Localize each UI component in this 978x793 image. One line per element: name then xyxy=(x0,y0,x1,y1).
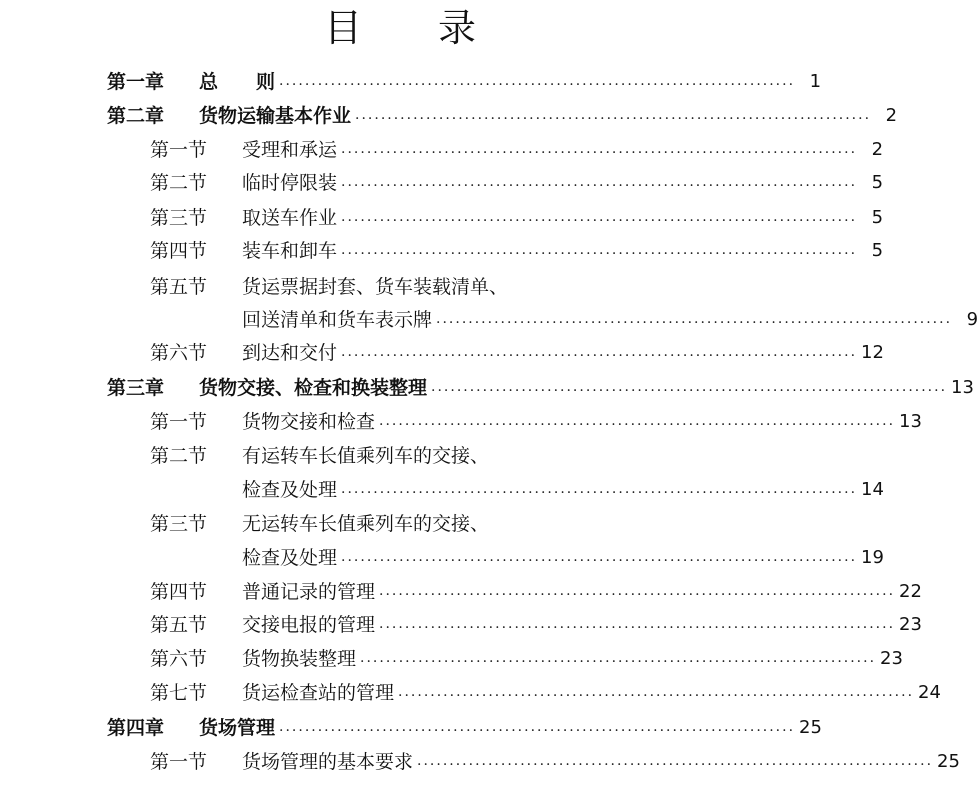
toc-section xyxy=(242,305,978,335)
dot-leader: ················································································ xyxy=(279,77,796,93)
toc-entry-title: 货物换装整理 xyxy=(242,648,357,670)
dot-leader: ················································································ xyxy=(355,111,872,127)
toc-page-number: 5 xyxy=(871,172,884,193)
toc-page-number: 2 xyxy=(885,105,898,126)
toc-page-number: 2 xyxy=(871,139,884,160)
toc-entry-title: 有运转车长值乘列车的交接、 xyxy=(242,445,490,467)
toc-section xyxy=(242,475,884,505)
toc-section xyxy=(150,236,884,266)
toc-entry-title: 装车和卸车 xyxy=(242,240,338,262)
dot-leader: ················································································ xyxy=(417,757,934,773)
toc-page-number: 23 xyxy=(880,648,903,669)
dot-leader: ················································································ xyxy=(341,145,858,161)
toc-page-number: 12 xyxy=(861,342,884,363)
toc-entry-number: 第四节 xyxy=(150,240,208,262)
toc-entry-number: 第五节 xyxy=(150,614,208,636)
toc-entry-number: 第六节 xyxy=(150,648,208,670)
toc-entry-number: 第七节 xyxy=(150,682,208,704)
dot-leader: ················································································ xyxy=(279,723,796,739)
toc-entry-title: 货场管理 xyxy=(199,717,276,739)
toc-page-number: 13 xyxy=(899,411,922,432)
dot-leader: ················································································ xyxy=(341,485,858,501)
toc-entry-number: 第三章 xyxy=(107,377,165,399)
toc-section xyxy=(150,338,884,368)
toc-section xyxy=(150,203,884,233)
toc-entry-number: 第一节 xyxy=(150,751,208,773)
toc-entry-number: 第五节 xyxy=(150,276,208,298)
toc-entry-title: 无运转车长值乘列车的交接、 xyxy=(242,513,490,535)
toc-entry-title: 货物运输基本作业 xyxy=(199,105,352,127)
toc-entry-title: 回送清单和货车表示牌 xyxy=(242,309,433,331)
toc-chapter xyxy=(107,101,898,131)
toc-section xyxy=(150,644,903,674)
toc-entry-number: 第一章 xyxy=(107,71,165,93)
toc-entry-title: 总 则 xyxy=(199,71,276,93)
toc-page-number: 23 xyxy=(899,614,922,635)
toc-section xyxy=(150,168,884,198)
toc-entry-title: 临时停限装 xyxy=(242,172,338,194)
toc-section xyxy=(150,441,697,471)
toc-page-number: 14 xyxy=(861,479,884,500)
page-title: 目 录 xyxy=(323,6,476,50)
toc-entry-title: 取送车作业 xyxy=(242,207,338,229)
dot-leader: ················································································ xyxy=(379,417,896,433)
toc-entry-number: 第一节 xyxy=(150,139,208,161)
toc-entry-title: 到达和交付 xyxy=(242,342,338,364)
toc-entry-number: 第三节 xyxy=(150,207,208,229)
toc-page-number: 22 xyxy=(899,581,922,602)
dot-leader: ················································································ xyxy=(341,553,858,569)
dot-leader: ················································································ xyxy=(398,688,915,704)
dot-leader: ················································································ xyxy=(379,587,896,603)
toc-chapter xyxy=(107,713,822,743)
toc-section xyxy=(150,407,922,437)
toc-entry-title: 检查及处理 xyxy=(242,547,338,569)
toc-entry-title: 货物交接和检查 xyxy=(242,411,376,433)
toc-chapter xyxy=(107,373,974,403)
dot-leader: ················································································ xyxy=(360,654,877,670)
toc-entry-title: 货物交接、检查和换装整理 xyxy=(199,377,428,399)
toc-entry-number: 第一节 xyxy=(150,411,208,433)
toc-page-number: 1 xyxy=(809,71,822,92)
toc-section xyxy=(150,509,697,539)
toc-entry-title: 受理和承运 xyxy=(242,139,338,161)
toc-entry-title: 货运票据封套、货车装载清单、 xyxy=(242,276,509,298)
dot-leader: ················································································ xyxy=(436,315,953,331)
toc-page-number: 25 xyxy=(799,717,822,738)
toc-page-number: 19 xyxy=(861,547,884,568)
toc-section xyxy=(150,135,884,165)
toc-entry-number: 第二节 xyxy=(150,172,208,194)
toc-entry-number: 第四节 xyxy=(150,581,208,603)
toc-section xyxy=(150,610,922,640)
toc-entry-number: 第二章 xyxy=(107,105,165,127)
dot-leader: ················································································ xyxy=(341,178,858,194)
toc-entry-number: 第六节 xyxy=(150,342,208,364)
toc-section xyxy=(150,577,922,607)
dot-leader: ················································································ xyxy=(341,348,858,364)
dot-leader: ················································································ xyxy=(379,620,896,636)
toc-entry-number: 第二节 xyxy=(150,445,208,467)
toc-section xyxy=(150,272,697,302)
toc-page-number: 24 xyxy=(918,682,941,703)
toc-entry-title: 普通记录的管理 xyxy=(242,581,376,603)
toc-entry-title: 货场管理的基本要求 xyxy=(242,751,414,773)
dot-leader: ················································································ xyxy=(341,213,858,229)
toc-entry-title: 货运检查站的管理 xyxy=(242,682,395,704)
toc-page-number: 9 xyxy=(966,309,978,330)
toc-section xyxy=(242,543,884,573)
toc-page-number: 5 xyxy=(871,240,884,261)
toc-entry-title: 检查及处理 xyxy=(242,479,338,501)
dot-leader: ················································································ xyxy=(341,246,858,262)
toc-entry-number: 第三节 xyxy=(150,513,208,535)
toc-page-number: 5 xyxy=(871,207,884,228)
toc-entry-number: 第四章 xyxy=(107,717,165,739)
toc-page-number: 25 xyxy=(937,751,960,772)
toc-page-number: 13 xyxy=(951,377,974,398)
toc-section xyxy=(150,678,941,708)
toc-entry-title: 交接电报的管理 xyxy=(242,614,376,636)
toc-section xyxy=(150,747,960,777)
toc-chapter xyxy=(107,67,822,97)
dot-leader: ················································································ xyxy=(431,383,948,399)
